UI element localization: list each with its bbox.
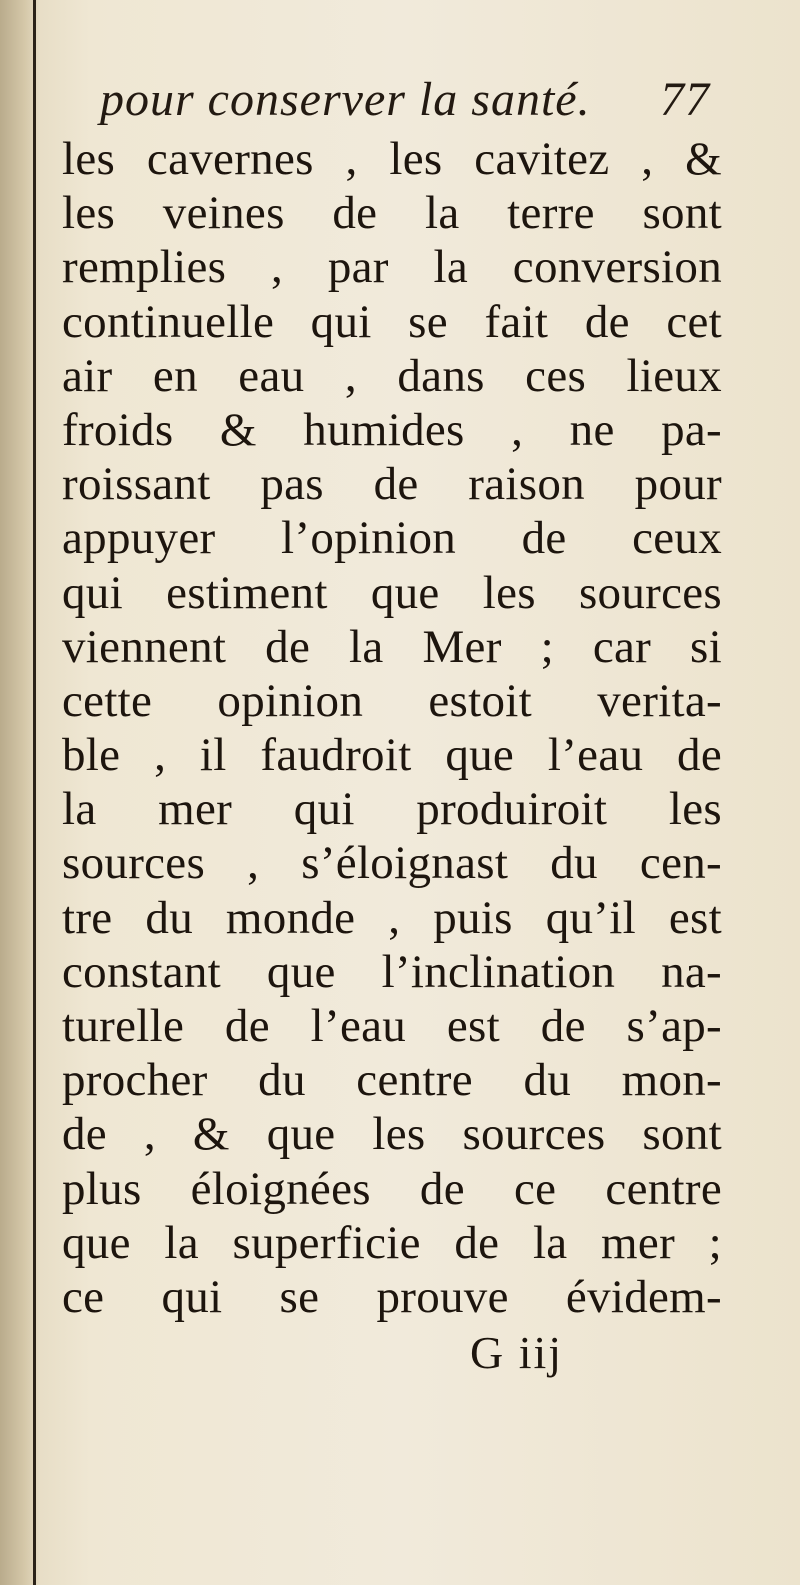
text-line: cette opinion estoit verita- [62, 674, 722, 727]
body-text [62, 132, 722, 1324]
text-line: de , & que les sources sont [62, 1108, 722, 1161]
text-line: tre du monde , puis qu’il est [62, 891, 722, 944]
text-line: froids & humides , ne pa- [62, 403, 722, 456]
binding-edge [33, 0, 36, 1585]
text-line: remplies , par la conversion [62, 241, 722, 294]
text-line: viennent de la Mer ; car si [62, 620, 722, 673]
text-line: sources , s’éloignast du cen- [62, 837, 722, 890]
text-line: appuyer l’opinion de ceux [62, 512, 722, 565]
signature-mark: G iij [470, 1327, 564, 1378]
text-line: la mer qui produiroit les [62, 783, 722, 836]
text-line: constant que l’inclination na- [62, 945, 722, 998]
page-number: 77 [660, 73, 710, 126]
text-line: les cavernes , les cavitez , & [62, 133, 722, 185]
running-title: pour conserver la santé. [100, 73, 591, 126]
text-line: plus éloignées de ce centre [62, 1162, 722, 1215]
text-line: turelle de l’eau est de s’ap- [62, 1000, 722, 1052]
text-line: que la superficie de la mer ; [62, 1216, 722, 1269]
running-header [100, 72, 720, 132]
text-line: procher du centre du mon- [62, 1054, 722, 1107]
text-line: roissant pas de raison pour [62, 458, 722, 511]
text-line: ble , il faudroit que l’eau de [62, 729, 722, 782]
text-line: air en eau , dans ces lieux [62, 349, 722, 402]
text-line: ce qui se prouve évidem- [62, 1270, 722, 1323]
text-line: les veines de la terre sont [62, 187, 722, 240]
text-line: continuelle qui se fait de cet [62, 295, 722, 348]
text-line: qui estiment que les sources [62, 566, 722, 619]
